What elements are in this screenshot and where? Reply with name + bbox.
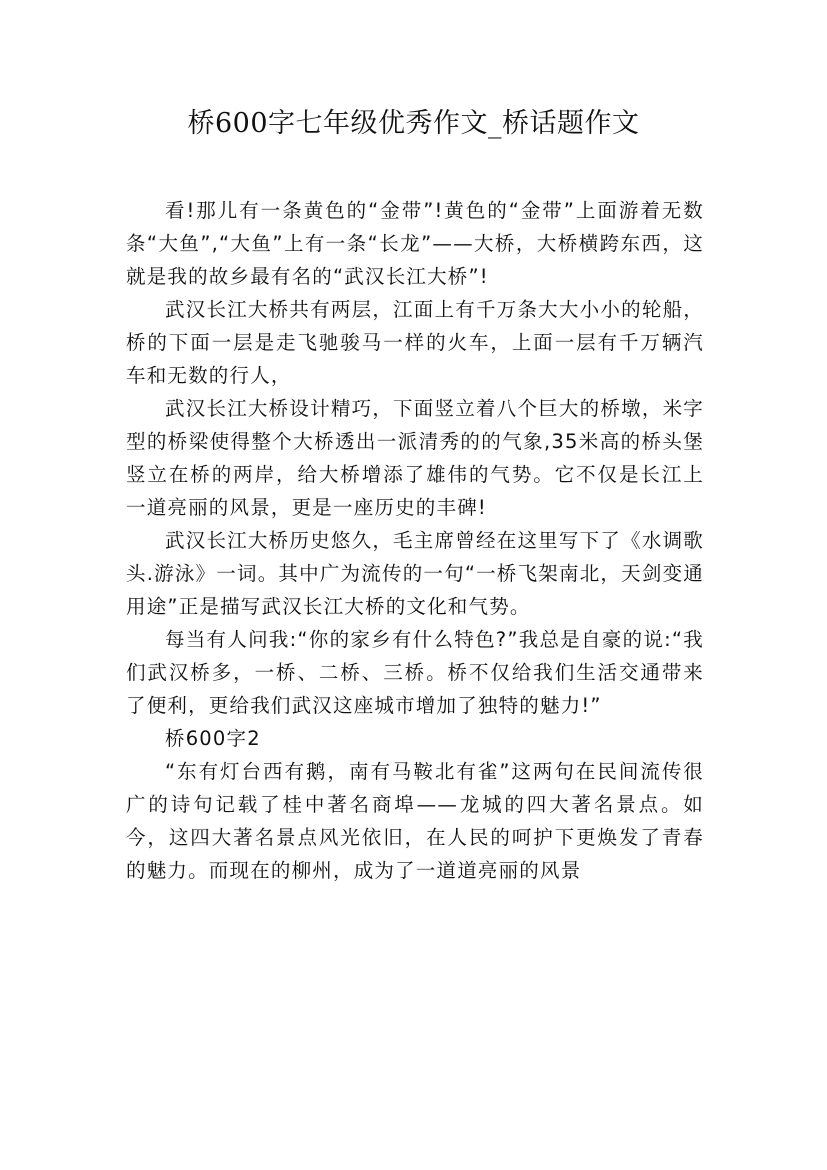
paragraph-3: 武汉长江大桥设计精巧，下面竖立着八个巨大的桥墩，米字型的桥梁使得整个大桥透出一派清秀的的气象,35米高的桥头堡竖立在桥的两岸，给大桥增添了雄伟的气势。它不仅是长江上一道亮丽的风景，更是一座历史的丰碑! bbox=[126, 397, 704, 519]
paragraph-4: 武汉长江大桥历史悠久，毛主席曾经在这里写下了《水调歌头.游泳》一词。其中广为流传的一句“一桥飞架南北，天剑变通用途”正是描写武汉长江大桥的文化和气势。 bbox=[126, 529, 704, 618]
paragraph-2: 武汉长江大桥共有两层，江面上有千万条大大小小的轮船，桥的下面一层是走飞驰骏马一样的火车，上面一层有千万辆汽车和无数的行人， bbox=[126, 298, 704, 387]
paragraph-1: 看!那儿有一条黄色的“金带”!黄色的“金带”上面游着无数条“大鱼”,“大鱼”上有一条“长龙”——大桥，大桥横跨东西，这就是我的故乡最有名的“武汉长江大桥”! bbox=[126, 199, 704, 288]
document-title: 桥600字七年级优秀作文_桥话题作文 bbox=[187, 108, 640, 139]
section-subheading: 桥600字2 bbox=[165, 727, 261, 750]
document-body bbox=[126, 194, 704, 887]
paragraph-6: “东有灯台西有鹅，南有马鞍北有雀”这两句在民间流传很广的诗句记载了桂中著名商埠——龙城的四大著名景点。如今，这四大著名景点风光依旧，在人民的呵护下更焕发了青春的魅力。而现在的柳州，成为了一道道亮丽的风景 bbox=[126, 760, 704, 882]
paragraph-5: 每当有人问我:“你的家乡有什么特色?”我总是自豪的说:“我们武汉桥多，一桥、二桥、三桥。桥不仅给我们生活交通带来了便利，更给我们武汉这座城市增加了独特的魅力!” bbox=[126, 628, 704, 717]
